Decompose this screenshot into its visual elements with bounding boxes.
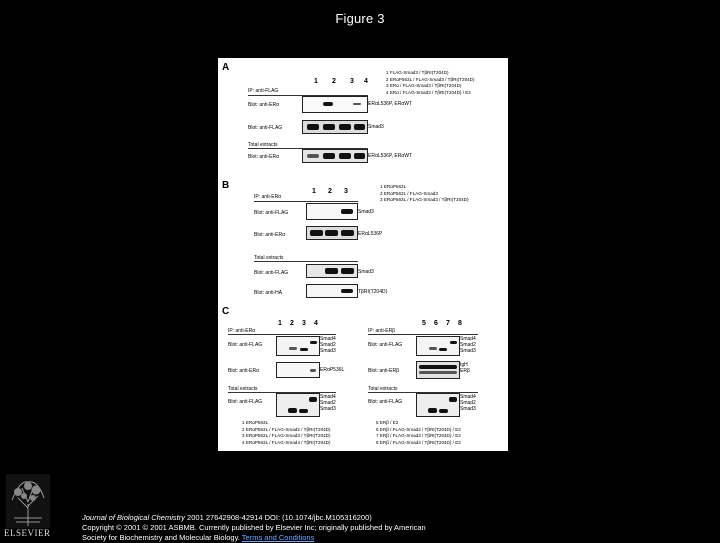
- band: [439, 348, 447, 351]
- panel-c-left-ip-header: IP: anti-ERα: [228, 328, 256, 334]
- blot-label: Blot: anti-ERα: [228, 368, 259, 374]
- blot-label: Blot: anti-HA: [254, 290, 283, 296]
- lane-number: 1: [278, 320, 282, 327]
- blot-label: Blot: anti-ERα: [254, 232, 285, 238]
- band: [309, 397, 317, 402]
- band-label: Smad3: [460, 406, 476, 412]
- band-label: ERβ: [460, 368, 470, 374]
- band-label: Smad3: [358, 269, 374, 275]
- blot-label: Blot: anti-FLAG: [254, 210, 289, 216]
- journal-name: Journal of Biological Chemistry: [82, 513, 185, 522]
- band: [341, 289, 353, 293]
- lane-number: 7: [446, 320, 450, 327]
- band: [341, 268, 354, 274]
- band-label: Smad2: [320, 342, 336, 348]
- band: [300, 348, 308, 351]
- band-label: Smad4: [460, 336, 476, 342]
- publisher-note: Society for Biochemistry and Molecular Biology.: [82, 533, 242, 542]
- band-label: Smad2: [320, 400, 336, 406]
- band-label: IgH: [460, 362, 468, 368]
- panel-b-legend: [380, 184, 469, 204]
- legend-item: 5 ERβ / E2: [376, 420, 399, 425]
- blot-label: Blot: anti-FLAG: [228, 399, 263, 405]
- blot-label: Blot: anti-ERβ: [368, 368, 399, 374]
- band: [354, 153, 365, 159]
- band-label: Smad3: [320, 406, 336, 412]
- legend-item: 8 ERβ / FLAG-Smad4 / TβRI(T204D) / E2: [376, 439, 461, 445]
- band-labels: [460, 336, 476, 354]
- lane-number: 4: [364, 78, 368, 85]
- lane-number: 8: [458, 320, 462, 327]
- band-label: Smad3: [358, 209, 374, 215]
- legend-item: 1 ERαP563L: [380, 184, 407, 189]
- band-label: Smad3: [320, 348, 336, 354]
- blot-panel: [416, 336, 460, 356]
- blot-panel: [302, 149, 368, 163]
- legend-item: 2 ERαP563L / FLAG-Smad3 / TβRI(T204D): [386, 76, 475, 82]
- band: [450, 341, 457, 344]
- terms-and-conditions-link[interactable]: Terms and Conditions: [241, 533, 315, 542]
- blot-panel: [276, 393, 320, 417]
- band: [323, 153, 335, 159]
- band: [307, 124, 319, 130]
- band: [323, 124, 335, 130]
- panel-letter-b: B: [222, 180, 230, 191]
- legend-item: 3 ERα / FLAG-Smad3 / TβRI(T204D): [386, 83, 462, 88]
- blot-panel: [306, 284, 358, 298]
- figure-image: [218, 58, 508, 451]
- band: [429, 347, 437, 350]
- citation-line-1: [82, 513, 562, 523]
- band: [288, 408, 297, 413]
- band-label: Smad2: [460, 400, 476, 406]
- legend-item: 4 ERαP563L / FLAG-Smad4 / TβRI(T204D): [242, 439, 331, 445]
- legend-item: 1 FLAG-Smad3 / TβRI(T204D): [386, 70, 449, 75]
- band: [353, 103, 361, 105]
- band: [310, 341, 317, 344]
- band: [419, 365, 457, 369]
- lane-number: 6: [434, 320, 438, 327]
- blot-label: Blot: anti-ERα: [248, 102, 279, 108]
- band: [339, 153, 351, 159]
- band-label: ERαL536P, ERαWT: [368, 153, 413, 159]
- band-label: Smad4: [320, 394, 336, 400]
- blot-panel: [276, 336, 320, 356]
- band-label: ERαP536L: [320, 367, 345, 373]
- panel-letter-a: A: [222, 62, 230, 73]
- band-labels: [320, 336, 336, 354]
- blot-panel: [306, 264, 358, 278]
- divider: [368, 334, 478, 335]
- band-labels: [320, 394, 336, 412]
- lane-number: 4: [314, 320, 318, 327]
- lane-number: 2: [290, 320, 294, 327]
- lane-number: 2: [332, 78, 336, 85]
- lane-number: 3: [344, 188, 348, 195]
- blot-panel: [302, 120, 368, 134]
- panel-c-left-lanes: [278, 320, 326, 327]
- panel-c-right-lanes: [422, 320, 470, 327]
- band: [419, 371, 457, 374]
- legend-item: 6 ERβ / FLAG-Smad2 / TβRI(T204D) / E2: [376, 426, 461, 432]
- band-label: Smad4: [460, 394, 476, 400]
- lane-number: 3: [302, 320, 306, 327]
- band: [299, 409, 308, 413]
- band-label: ERαL536P: [358, 231, 383, 237]
- divider: [228, 334, 336, 335]
- blot-label: Blot: anti-FLAG: [248, 125, 283, 131]
- panel-c-legend-left: [242, 420, 331, 446]
- band: [439, 409, 448, 413]
- lane-number: 1: [312, 188, 316, 195]
- band: [325, 230, 338, 236]
- citation-block: [82, 513, 562, 543]
- band: [310, 369, 316, 372]
- total-extracts-header: Total extracts: [248, 142, 278, 148]
- legend-item: 7 ERβ / FLAG-Smad3 / TβRI(T204D) / E2: [376, 433, 461, 438]
- legend-item: 3 ERαP563L / FLAG-Smad3 / TβRI(T204D): [380, 197, 469, 202]
- band: [323, 102, 333, 106]
- legend-item: 4 ERα / FLAG-Smad3 / TβRI(T204D) / E2: [386, 89, 471, 95]
- legend-item: 2 ERαP563L / FLAG-Smad3: [380, 190, 438, 196]
- band-label: Smad4: [320, 336, 336, 342]
- band: [339, 124, 351, 130]
- band-label: ERαL536P, ERαWT: [368, 101, 413, 107]
- panel-a-lanes: [314, 78, 378, 85]
- blot-label: Blot: anti-FLAG: [254, 270, 289, 276]
- lane-number: 2: [328, 188, 332, 195]
- blot-panel: [306, 203, 358, 220]
- band-labels: [460, 394, 476, 412]
- legend-item: 2 ERαP563L / FLAG-Smad2 / TβRI(T204D): [242, 426, 331, 432]
- elsevier-tree-logo: [6, 474, 50, 528]
- lane-number: 5: [422, 320, 426, 327]
- blot-panel: [416, 361, 460, 379]
- band-label: Smad3: [368, 124, 384, 130]
- legend-item: 3 ERαP563L / FLAG-Smad3 / TβRI(T204D): [242, 433, 331, 438]
- panel-b-ip-header: IP: anti-ERα: [254, 194, 282, 200]
- blot-label: Blot: anti-ERα: [248, 154, 279, 160]
- divider: [254, 201, 358, 202]
- panel-a-ip-header: IP: anti-FLAG: [248, 88, 279, 94]
- band: [354, 124, 365, 130]
- panel-c-legend-right: [376, 420, 461, 446]
- lane-number: 3: [350, 78, 354, 85]
- blot-panel: [302, 96, 368, 113]
- blot-panel: [416, 393, 460, 417]
- band: [341, 230, 354, 236]
- blot-panel: [306, 226, 358, 240]
- band-label: Smad2: [460, 342, 476, 348]
- total-extracts-header: Total extracts: [368, 386, 398, 392]
- band: [428, 408, 437, 413]
- band: [449, 397, 457, 402]
- elsevier-wordmark: ELSEVIER: [4, 528, 51, 538]
- blot-panel: [276, 362, 320, 378]
- band: [289, 347, 297, 350]
- blot-label: Blot: anti-FLAG: [368, 342, 403, 348]
- slide-title: Figure 3: [335, 11, 385, 26]
- copyright-line: Copyright © 2001 © 2001 ASBMB. Currently published by Elsevier Inc; originally published by American: [82, 523, 426, 532]
- band-label: TβRI(T204D): [358, 289, 388, 295]
- panel-c-right-ip-header: IP: anti-ERβ: [368, 328, 396, 334]
- band-label: Smad3: [460, 348, 476, 354]
- panel-letter-c: C: [222, 306, 230, 317]
- total-extracts-header: Total extracts: [254, 255, 284, 261]
- panel-a-legend: [386, 70, 475, 96]
- citation-line-3: [82, 533, 562, 543]
- band-labels: [460, 362, 470, 374]
- divider: [254, 261, 358, 262]
- blot-label: Blot: anti-FLAG: [368, 399, 403, 405]
- citation-details: 2001 27642908-42914 DOI: (10.1074/jbc.M105316200): [184, 513, 372, 522]
- band: [307, 154, 319, 158]
- panel-b-lanes: [312, 188, 356, 195]
- blot-label: Blot: anti-FLAG: [228, 342, 263, 348]
- total-extracts-header: Total extracts: [228, 386, 258, 392]
- band: [325, 268, 338, 274]
- lane-number: 1: [314, 78, 318, 85]
- legend-item: 1 ERαP563L: [242, 420, 269, 425]
- band: [341, 209, 353, 214]
- band: [310, 230, 323, 236]
